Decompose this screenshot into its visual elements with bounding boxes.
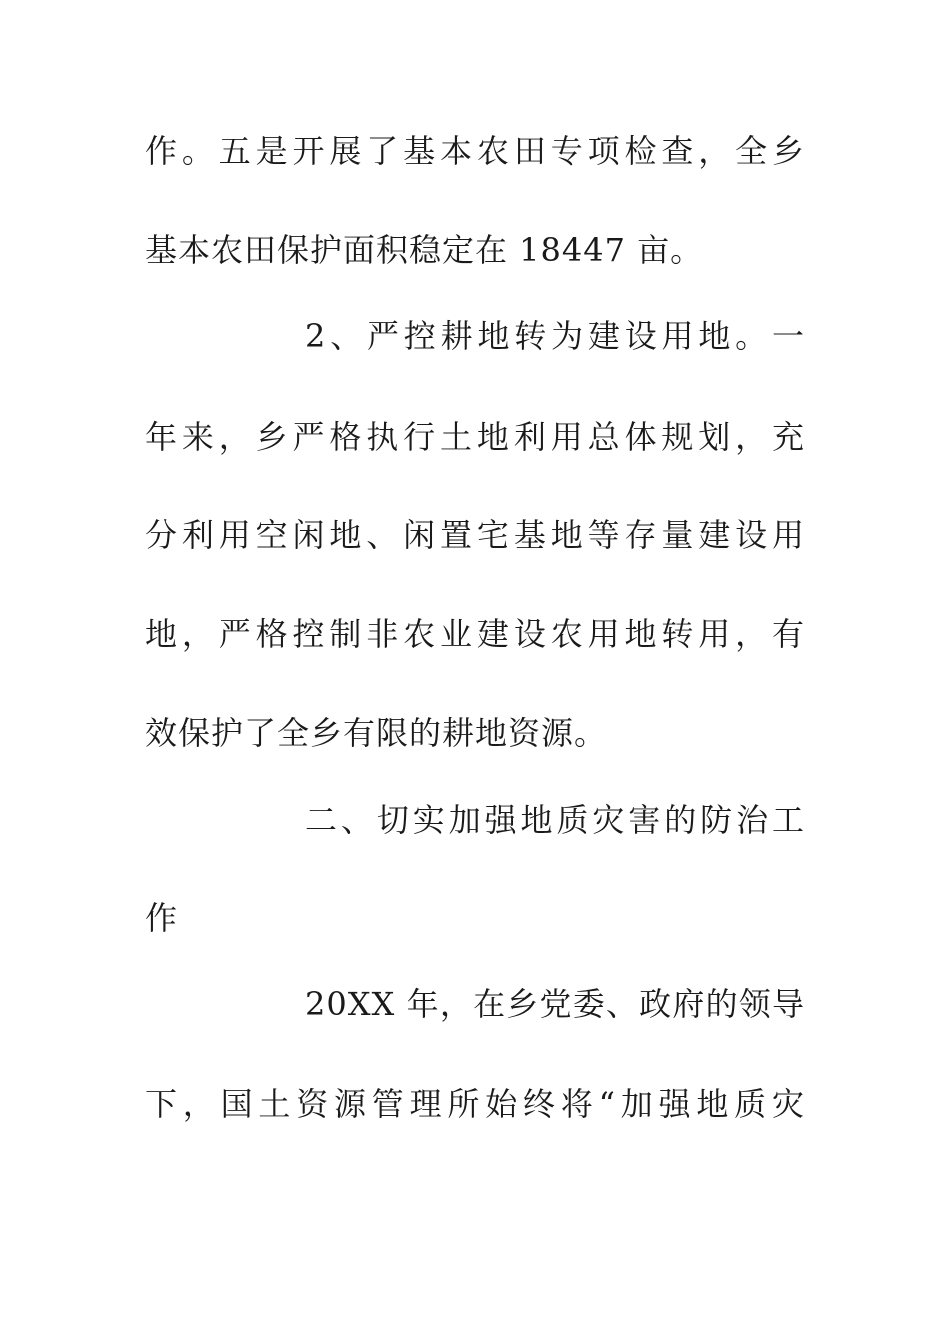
- section-heading-line: 作: [145, 899, 179, 937]
- section-heading-line: 2、严控耕地转为建设用地。一: [305, 317, 805, 355]
- paragraph-line: 地，严格控制非农业建设农用地转用，有: [145, 615, 805, 653]
- paragraph-line: 基本农田保护面积稳定在 18447 亩。: [145, 231, 704, 269]
- section-heading-line: 二、切实加强地质灾害的防治工: [305, 801, 805, 839]
- paragraph-line: 年来，乡严格执行土地利用总体规划，充: [145, 418, 805, 456]
- paragraph-line: 分利用空闲地、闲置宅基地等存量建设用: [145, 516, 805, 554]
- paragraph-line: 效保护了全乡有限的耕地资源。: [145, 714, 608, 752]
- paragraph-line: 作。五是开展了基本农田专项检查，全乡: [145, 132, 805, 170]
- paragraph-line: 20XX 年，在乡党委、政府的领导: [305, 985, 805, 1023]
- paragraph-line: 下，国土资源管理所始终将“加强地质灾: [145, 1085, 805, 1123]
